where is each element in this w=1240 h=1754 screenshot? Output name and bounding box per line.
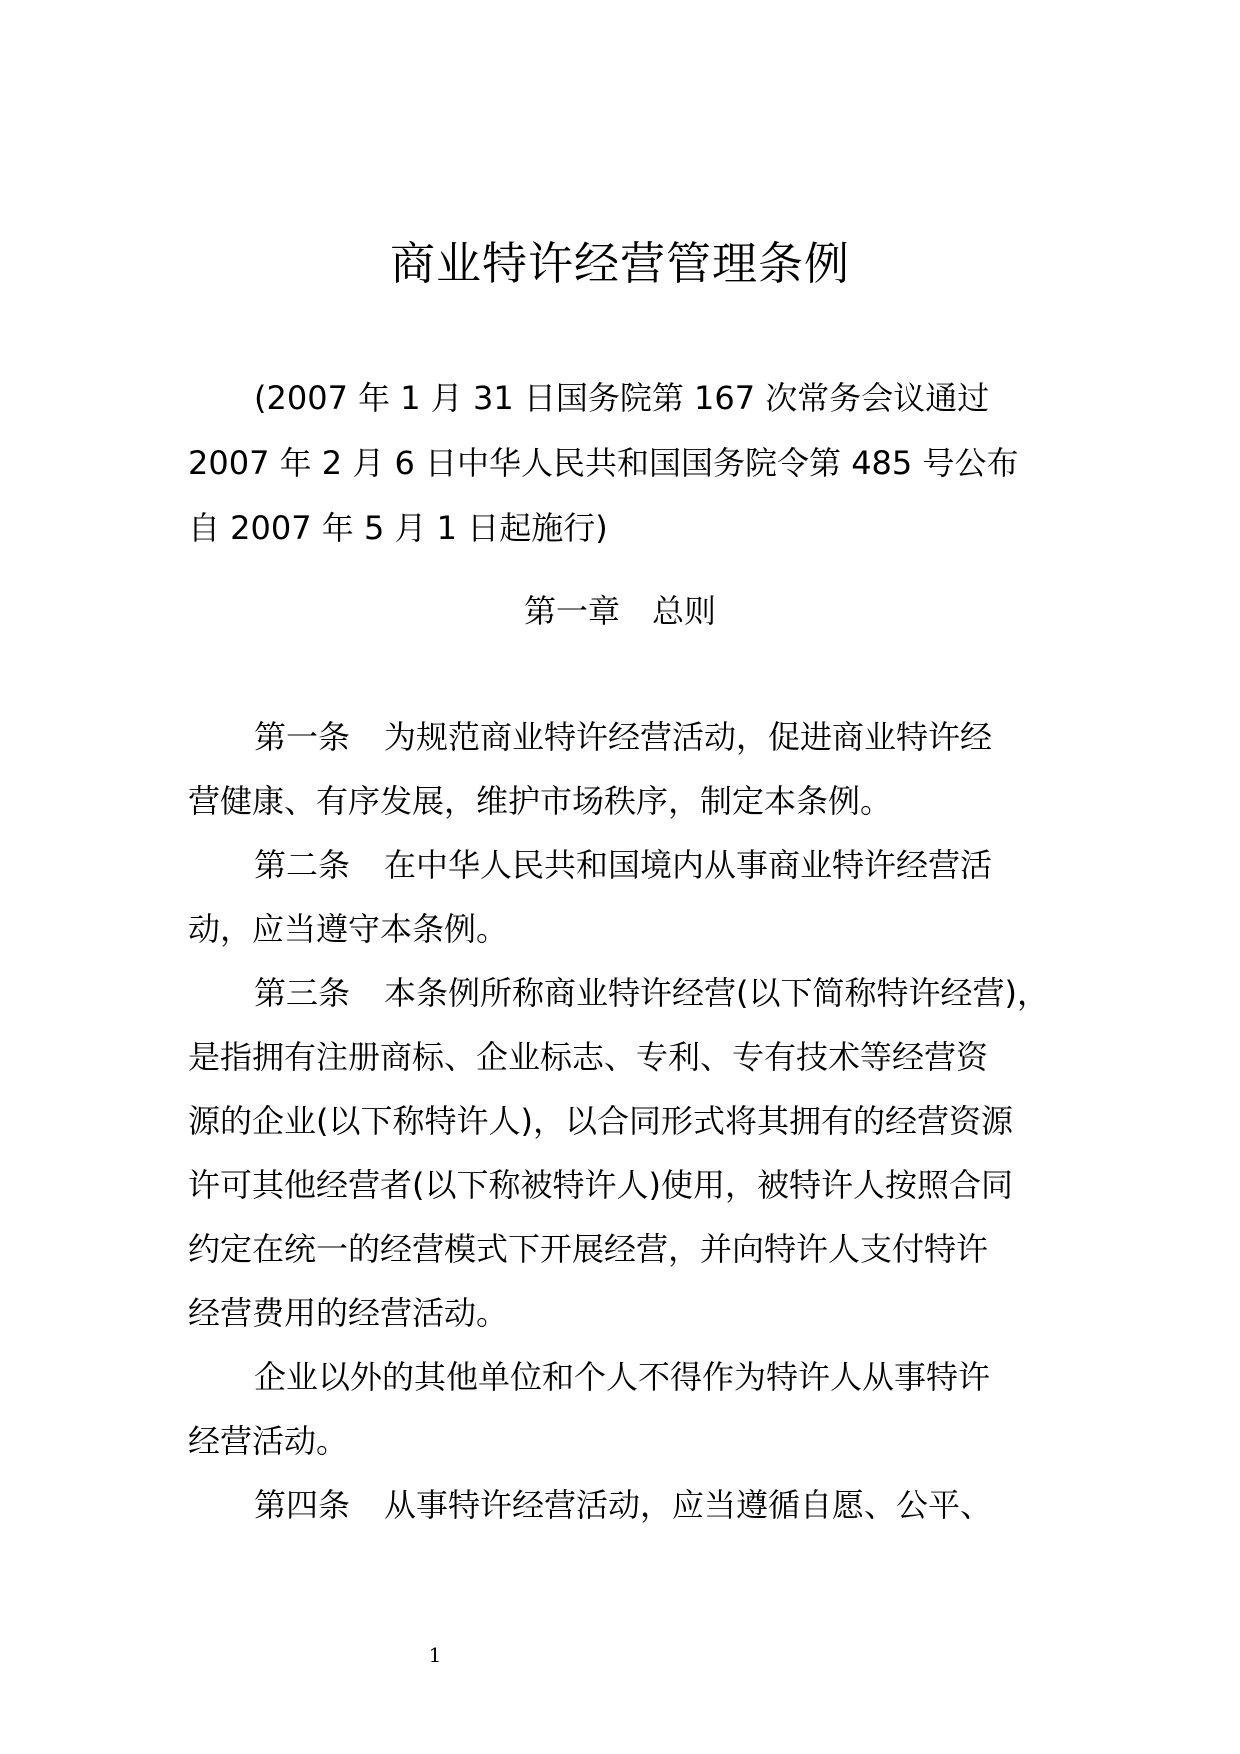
- article-line: 经营费用的经营活动。: [188, 1294, 509, 1332]
- article-line: 营健康、有序发展，维护市场秩序，制定本条例。: [188, 782, 893, 820]
- article-1: [188, 705, 1068, 833]
- body-text: [188, 705, 1068, 1537]
- page-number: 1: [428, 1643, 442, 1667]
- article-number: 第一条: [254, 718, 351, 756]
- article-first-line: 企业以外的其他单位和个人不得作为特许人从事特许: [254, 1358, 991, 1396]
- article-line: 经营活动。: [188, 1422, 349, 1460]
- preamble-line: (2007 年 1 月 31 日国务院第 167 次常务会议通过: [254, 379, 990, 417]
- article-3: [188, 961, 1068, 1345]
- article-first-line: [188, 1473, 1068, 1537]
- chapter-heading: 第一章 总则: [523, 592, 716, 630]
- preamble-line: 自 2007 年 5 月 1 日起施行): [188, 509, 608, 547]
- preamble: [188, 366, 1058, 561]
- article-3-paragraph-2: [188, 1345, 1068, 1473]
- article-line: 约定在统一的经营模式下开展经营，并向特许人支付特许: [188, 1230, 989, 1268]
- preamble-line: 2007 年 2 月 6 日中华人民共和国国务院令第 485 号公布: [188, 444, 1019, 482]
- article-first-line: [188, 961, 1068, 1025]
- article-number: 第四条: [254, 1486, 351, 1524]
- article-line: 是指拥有注册商标、企业标志、专利、专有技术等经营资: [188, 1038, 989, 1076]
- article-first-line: [188, 833, 1068, 897]
- article-text: 在中华人民共和国境内从事商业特许经营活: [384, 846, 993, 884]
- article-number: 第三条: [254, 974, 351, 1012]
- article-4: [188, 1473, 1068, 1537]
- article-first-line: [188, 705, 1068, 769]
- article-text: 从事特许经营活动，应当遵循自愿、公平、: [384, 1486, 993, 1524]
- article-2: [188, 833, 1068, 961]
- article-line: 许可其他经营者(以下称被特许人)使用，被特许人按照合同: [188, 1166, 1013, 1204]
- article-text: 本条例所称商业特许经营(以下简称特许经营)，: [384, 974, 1049, 1012]
- article-text: 为规范商业特许经营活动，促进商业特许经: [384, 718, 993, 756]
- document-title: 商业特许经营管理条例: [389, 237, 850, 290]
- article-line: 动，应当遵守本条例。: [188, 910, 509, 948]
- article-line: 源的企业(以下称特许人)，以合同形式将其拥有的经营资源: [188, 1102, 1013, 1140]
- article-number: 第二条: [254, 846, 351, 884]
